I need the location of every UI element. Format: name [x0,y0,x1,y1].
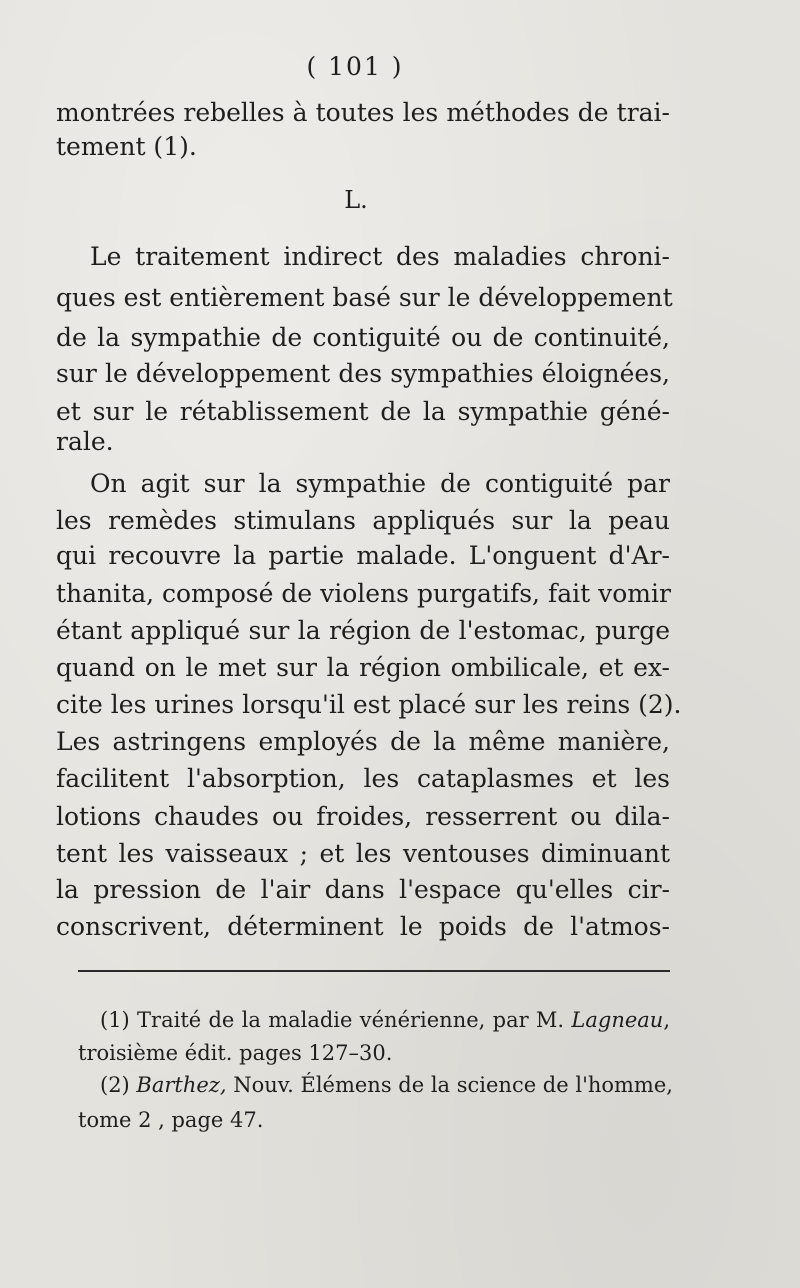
footnote-2 [100,1070,673,1100]
footnote-2-prefix: (2) [100,1073,137,1097]
footnote-rule [78,970,670,972]
body-line: de la sympathie de contiguité ou de continuité, [56,323,670,352]
body-line: quand on le met sur la région ombilicale, et ex- [56,653,670,682]
footnote-1-continuation: troisième édit. pages 127–30. [78,1041,393,1065]
body-line: Les astringens employés de la même manière, [56,727,670,756]
body-line: conscrivent, déterminent le poids de l'atmos- [56,912,670,941]
body-line: rale. [56,427,114,456]
footnote-1-prefix: (1) Traité de la maladie vénérienne, par M. [100,1008,572,1032]
body-line: tement (1). [56,132,197,161]
body-line: la pression de l'air dans l'espace qu'elles cir- [56,875,670,904]
body-line: et sur le rétablissement de la sympathie géné- [56,397,670,426]
footnote-1 [100,1005,670,1035]
body-line: sur le développement des sympathies éloignées, [56,359,670,388]
body-line: ques est entièrement basé sur le développement [56,283,673,312]
footnote-2-suffix: Nouv. Élémens de la science de l'homme, [226,1073,673,1097]
body-line: montrées rebelles à toutes les méthodes de trai- [56,98,670,127]
section-heading: L. [344,186,368,214]
footnote-2-continuation: tome 2 , page 47. [78,1108,264,1132]
body-line: facilitent l'absorption, les cataplasmes et les [56,764,670,793]
footnote-1-author: Lagneau [571,1008,664,1032]
footnote-2-author: Barthez, [136,1073,227,1097]
body-line: thanita, composé de violens purgatifs, fait vomir [56,579,671,608]
body-line: étant appliqué sur la région de l'estomac, purge [56,616,670,645]
footnote-1-suffix: , [663,1008,670,1032]
body-line: qui recouvre la partie malade. L'onguent d'Ar- [56,541,670,570]
body-line: tent les vaisseaux ; et les ventouses diminuant [56,839,670,868]
body-line: les remèdes stimulans appliqués sur la peau [56,506,670,535]
paragraph-first-line: On agit sur la sympathie de contiguité par [90,469,670,498]
body-line: lotions chaudes ou froides, resserrent ou dila- [56,802,670,831]
page-number: ( 101 ) [306,52,404,81]
body-line: cite les urines lorsqu'il est placé sur les reins (2). [56,690,682,719]
paragraph-first-line: Le traitement indirect des maladies chroni- [90,242,670,271]
